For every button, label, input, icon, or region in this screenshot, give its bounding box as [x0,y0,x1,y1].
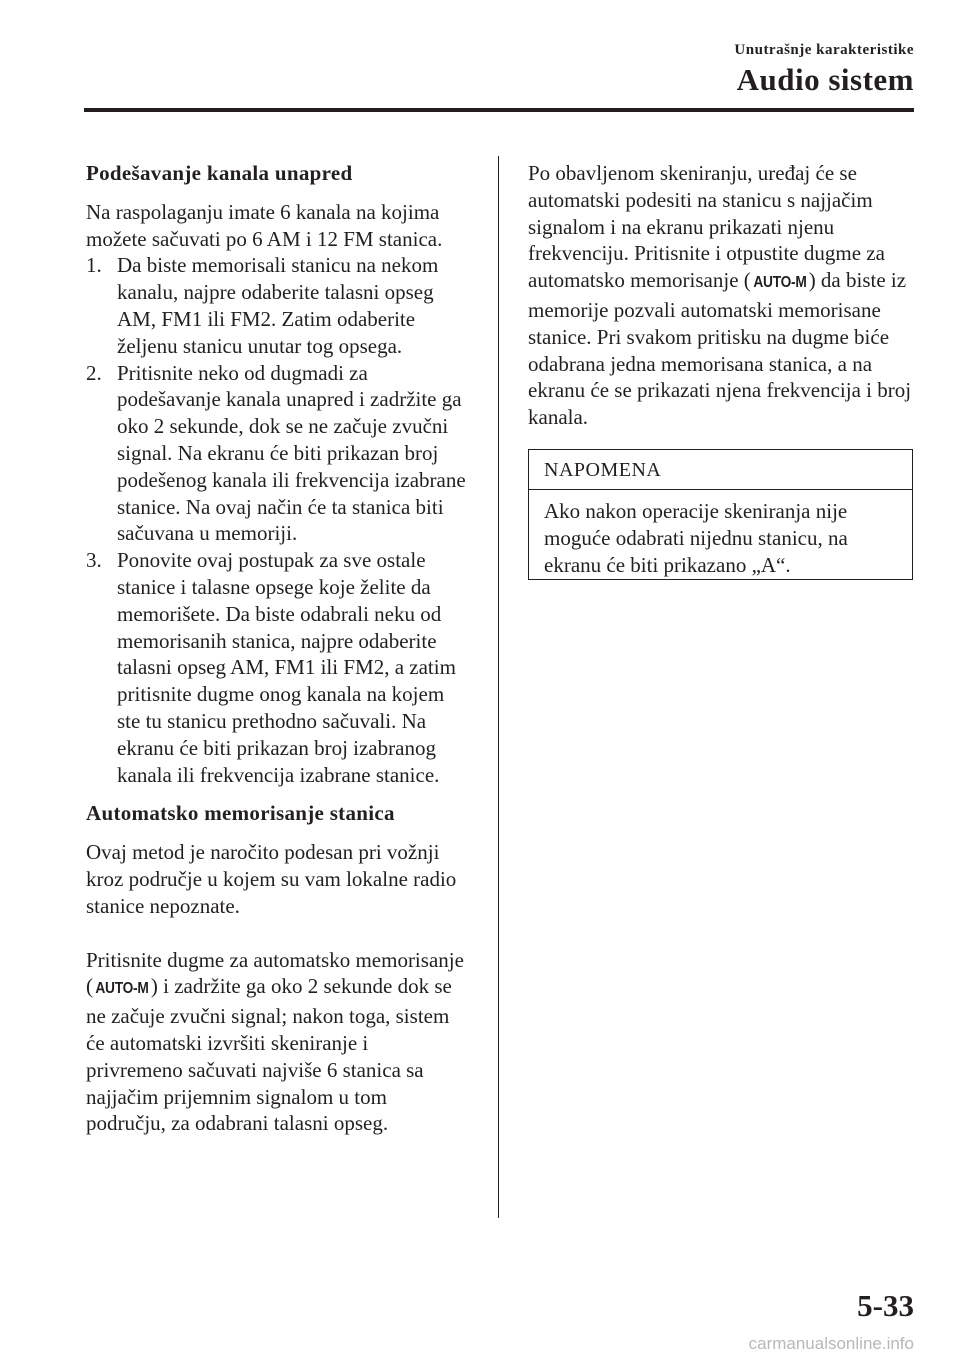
text-segment: Pritisnite dugme za automatsko memorisanje ( [86,947,464,999]
auto-m-button-icon: AUTO-M [95,980,149,998]
step-text: Da biste memorisali stanicu na nekom kanalu, najpre odaberite talasni opseg AM, FM1 ili FM2. Zatim odaberite željenu stanicu unutar tog opsega. [117,253,439,358]
note-text: Ako nakon operacije skeniranja nije moguće odabrati nijednu stanicu, na ekranu će biti prikazano „A“. [544,499,848,577]
heading-preset-channels: Podešavanje kanala unapred [86,161,353,185]
step-text: Ponovite ovaj postupak za sve ostale stanice i talasne opsege koje želite da memorišete. Da biste odabrali neku od memorisanih stanica, najpre odaberite talasni opseg AM, FM1 ili FM2, a zatim pritisnite dugme onog kanala na kojem ste tu stanicu prethodno sačuvali. Na ekranu će biti prikazan broj izabranog kanala ili frekvencija izabrane stanice. [117,548,456,787]
right-column [528,160,914,431]
scan-result-paragraph [528,160,914,431]
auto-memory-instructions [86,947,468,1138]
list-item [86,360,468,548]
list-item [86,252,468,359]
auto-memory-paragraph: Ovaj metod je naročito podesan pri vožnji kroz područje u kojem su vam lokalne radio stanice nepoznate. [86,840,457,918]
step-number: 1. [86,253,102,278]
note-title: NAPOMENA [529,450,912,490]
page-title: Audio sistem [736,62,914,97]
text-segment: Po obavljenom skeniranju, uređaj će se automatski podesiti na stanicu s najjačim signalom i na ekranu prikazati njenu frekvenciju. Pritisnite i otpustite dugme za automatsko memorisanje ( [528,161,885,293]
header-divider [84,108,914,112]
note-box [528,449,913,580]
text-segment: ) i zadržite ga oko 2 sekunde dok se ne začuje zvučni signal; nakon toga, sistem će automatski izvršiti skeniranje i privremeno sačuvati najviše 6 stanica sa najjačim prijemnim signalom u tom području, za odabrani talasni opseg. [86,974,452,1136]
left-column [86,160,468,1137]
list-item [86,547,468,788]
section-label: Unutrašnje karakteristike [734,42,914,58]
column-divider [498,156,499,1218]
watermark: carmanualsonline.info [748,1334,914,1353]
steps-list [86,252,468,788]
intro-paragraph: Na raspolaganju imate 6 kanala na kojima možete sačuvati po 6 AM i 12 FM stanica. [86,199,443,251]
heading-auto-memory: Automatsko memorisanje stanica [86,801,395,826]
page-number: 5-33 [857,1288,914,1323]
step-text: Pritisnite neko od dugmadi za podešavanje kanala unapred i zadržite ga oko 2 sekunde, dok se ne začuje zvučni signal. Na ekranu će biti prikazan broj podešenog kanala ili frekvencija izabrane stanice. Na ovaj način će ta stanica biti sačuvana u memoriji. [117,360,466,546]
auto-m-button-icon: AUTO-M [753,274,807,292]
step-number: 3. [86,548,102,573]
text-segment: ) da biste iz memorije pozvali automatski memorisane stanice. Pri svakom pritisku na dugme biće odabrana jedna memorisana stanica, a na ekranu će se prikazati njena frekvencija i broj kanala. [528,268,912,430]
step-number: 2. [86,360,102,385]
